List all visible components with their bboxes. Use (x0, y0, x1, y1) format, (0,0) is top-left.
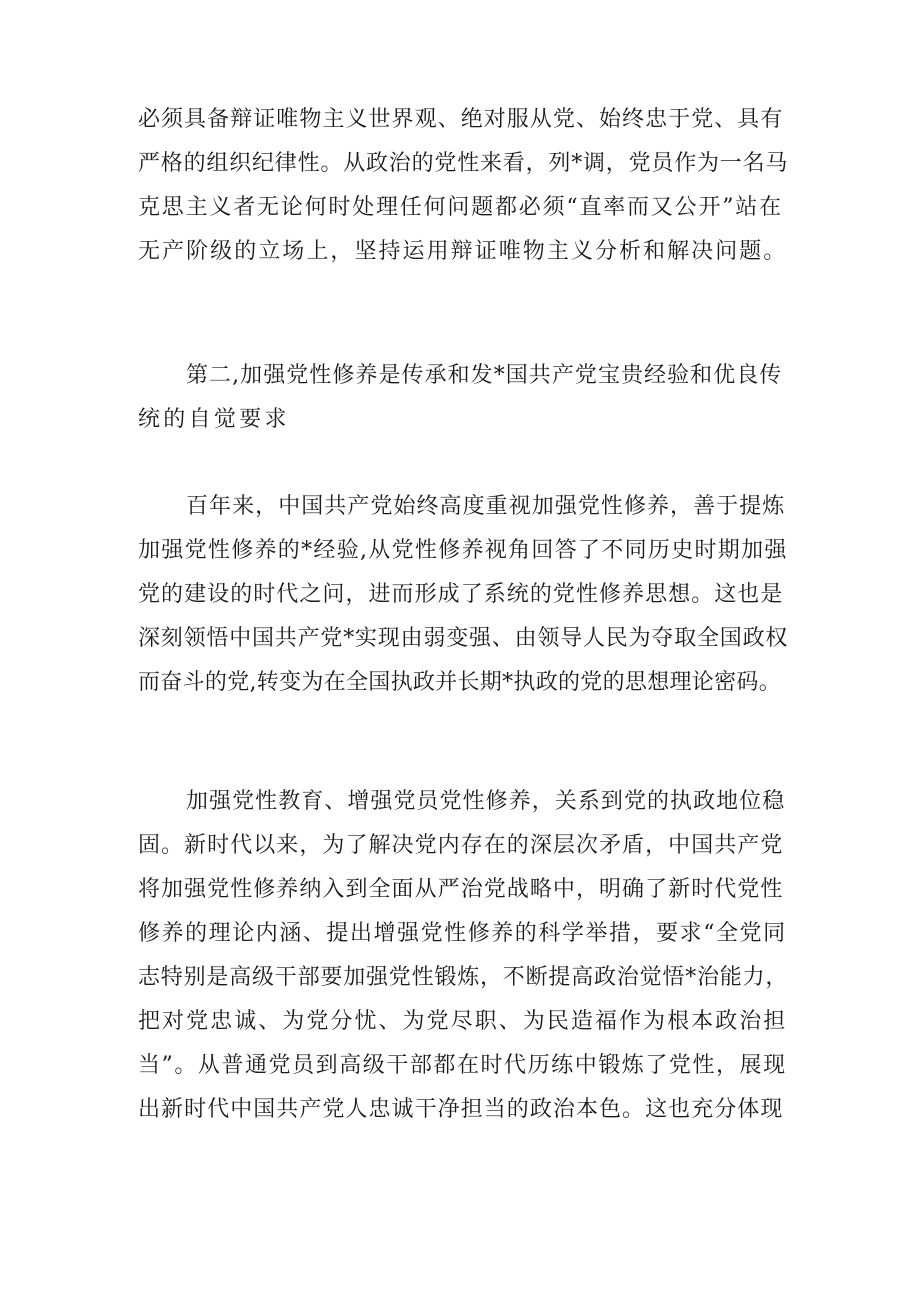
text-line: 加强党性修养的*经验,从党性修养视角回答了不同历史时期加强 (138, 538, 788, 563)
paragraph-party-education (138, 780, 788, 1132)
text-line: 当”。从普通党员到高级干部都在时代历练中锻炼了党性，展现 (138, 1053, 787, 1078)
text-line: 出新时代中国共产党人忠诚干净担当的政治本色。这也充分体现 (138, 1097, 784, 1122)
text-line: 第二,加强党性修养是传承和发*国共产党宝贵经验和优良传 (186, 363, 783, 388)
text-line: 把对党忠诚、为党分忧、为党尽职、为民造福作为根本政治担 (138, 1009, 788, 1034)
text-line: 统的自觉要求 (138, 407, 290, 432)
text-line: 将加强党性修养纳入到全面从严治党战略中，明确了新时代党性 (138, 877, 784, 902)
text-line: 克思主义者无论何时处理任何问题都必须“直率而又公开”站在 (138, 195, 783, 220)
text-line: 严格的组织纪律性。从政治的党性来看，列*调，党员作为一名马 (138, 151, 788, 176)
paragraph-continuation (138, 98, 788, 274)
text-line: 深刻领悟中国共产党*实现由弱变强、由领导人民为夺取全国政权 (138, 626, 788, 651)
text-line: 志特别是高级干部要加强党性锻炼，不断提高政治觉悟*治能力， (138, 965, 788, 990)
text-line: 加强党性教育、增强党员党性修养，关系到党的执政地位稳 (186, 789, 786, 814)
text-line: 党的建设的时代之问，进而形成了系统的党性修养思想。这也是 (138, 582, 784, 607)
section-heading-second (138, 354, 788, 442)
text-line: 而奋斗的党,转变为在全国执政并长期*执政的党的思想理论密码。 (138, 670, 781, 695)
paragraph-century (138, 485, 788, 705)
text-line: 无产阶级的立场上，坚持运用辩证唯物主义分析和解决问题。 (138, 239, 788, 264)
text-line: 固。新时代以来，为了解决党内存在的深层次矛盾，中国共产党 (138, 833, 784, 858)
text-line: 百年来，中国共产党始终高度重视加强党性修养，善于提炼 (186, 494, 786, 519)
text-line: 修养的理论内涵、提出增强党性修养的科学举措，要求“全党同 (138, 921, 787, 946)
text-line: 必须具备辩证唯物主义世界观、绝对服从党、始终忠于党、具有 (138, 107, 784, 132)
